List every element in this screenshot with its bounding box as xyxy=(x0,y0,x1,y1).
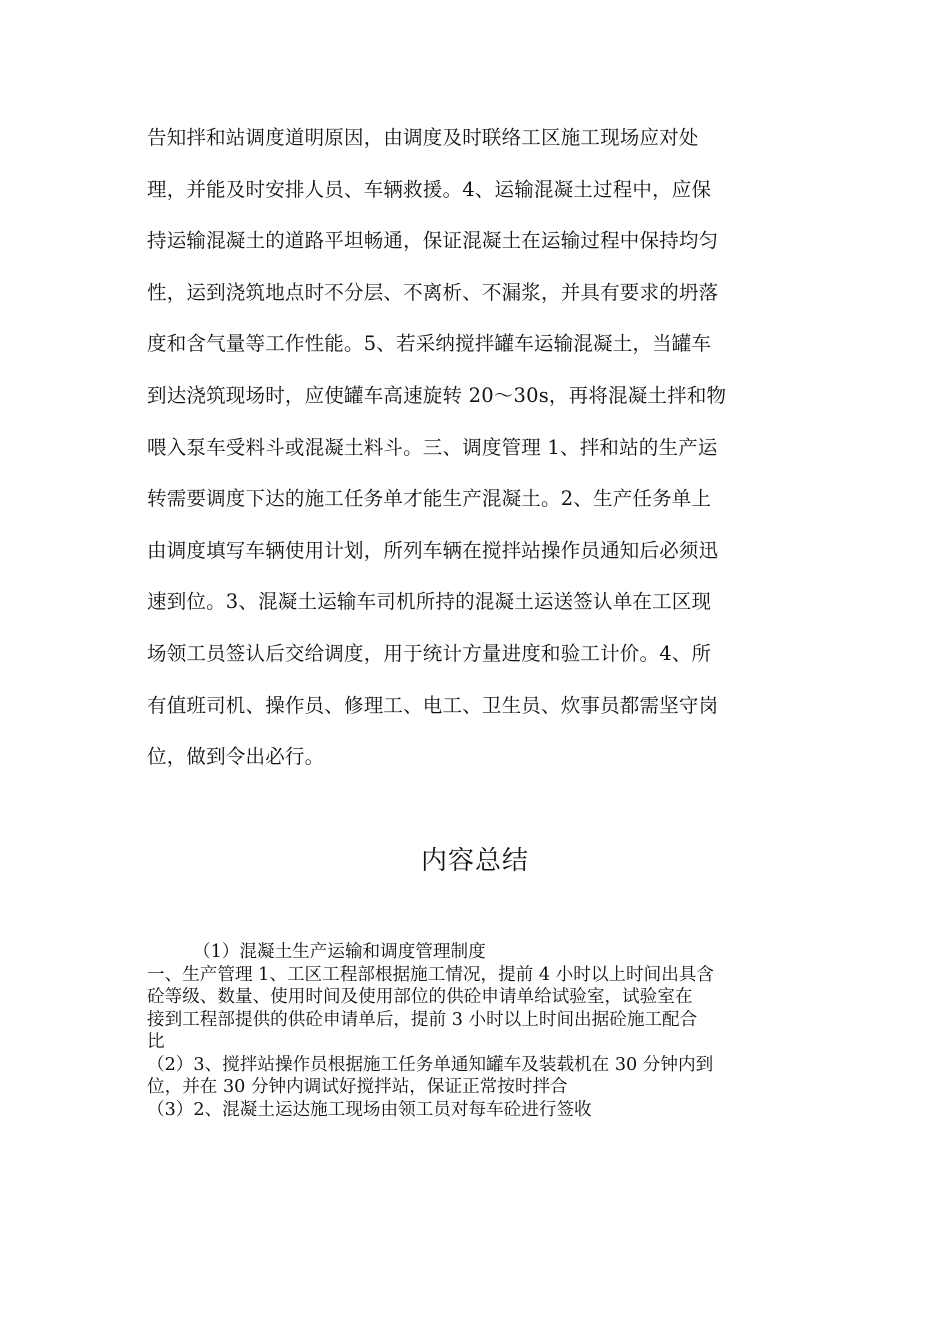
body-line: 转需要调度下达的施工任务单才能生产混凝土。2、生产任务单上 xyxy=(147,487,712,511)
body-line: 有值班司机、操作员、修理工、电工、卫生员、炊事员都需坚守岗 xyxy=(147,693,719,717)
body-line: 场领工员签认后交给调度，用于统计方量进度和验工计价。4、所 xyxy=(147,641,712,665)
summary-line: 比 xyxy=(147,1032,165,1052)
summary-line: 砼等级、数量、使用时间及使用部位的供砼申请单给试验室，试验室在 xyxy=(147,987,693,1007)
summary-line: 一、生产管理 1、工区工程部根据施工情况，提前 4 小时以上时间出具含 xyxy=(147,964,714,985)
body-line: 位，做到令出必行。 xyxy=(147,745,325,769)
body-line: 理，并能及时安排人员、车辆救援。4、运输混凝土过程中，应保 xyxy=(147,177,712,201)
summary-heading: 内容总结 xyxy=(420,846,529,876)
body-line: 性，运到浇筑地点时不分层、不离析、不漏浆，并具有要求的坍落 xyxy=(147,280,719,304)
body-line: 速到位。3、混凝土运输车司机所持的混凝土运送签认单在工区现 xyxy=(147,590,712,614)
summary-line: （2）3、搅拌站操作员根据施工任务单通知罐车及装载机在 30 分钟内到 xyxy=(147,1054,714,1075)
body-line: 喂入泵车受料斗或混凝土料斗。三、调度管理 1、拌和站的生产运 xyxy=(147,435,718,459)
summary-line: （1）混凝土生产运输和调度管理制度 xyxy=(193,942,486,962)
body-text xyxy=(147,116,807,787)
summary-line: （3）2、混凝土运达施工现场由领工员对每车砼进行签收 xyxy=(147,1099,592,1120)
summary-line: 接到工程部提供的供砼申请单后，提前 3 小时以上时间出据砼施工配合 xyxy=(147,1009,698,1030)
body-line: 由调度填写车辆使用计划，所列车辆在搅拌站操作员通知后必须迅 xyxy=(147,538,719,562)
body-line: 持运输混凝土的道路平坦畅通，保证混凝土在运输过程中保持均匀 xyxy=(147,229,719,253)
summary-body xyxy=(147,941,817,1121)
summary-line: 位，并在 30 分钟内调试好搅拌站，保证正常按时拌合 xyxy=(147,1077,568,1097)
body-line: 度和含气量等工作性能。5、若采纳搅拌罐车运输混凝土，当罐车 xyxy=(147,332,712,356)
body-line: 到达浇筑现场时，应使罐车高速旋转 20～30s，再将混凝土拌和物 xyxy=(147,383,727,407)
body-line: 告知拌和站调度道明原因，由调度及时联络工区施工现场应对处 xyxy=(147,126,699,149)
